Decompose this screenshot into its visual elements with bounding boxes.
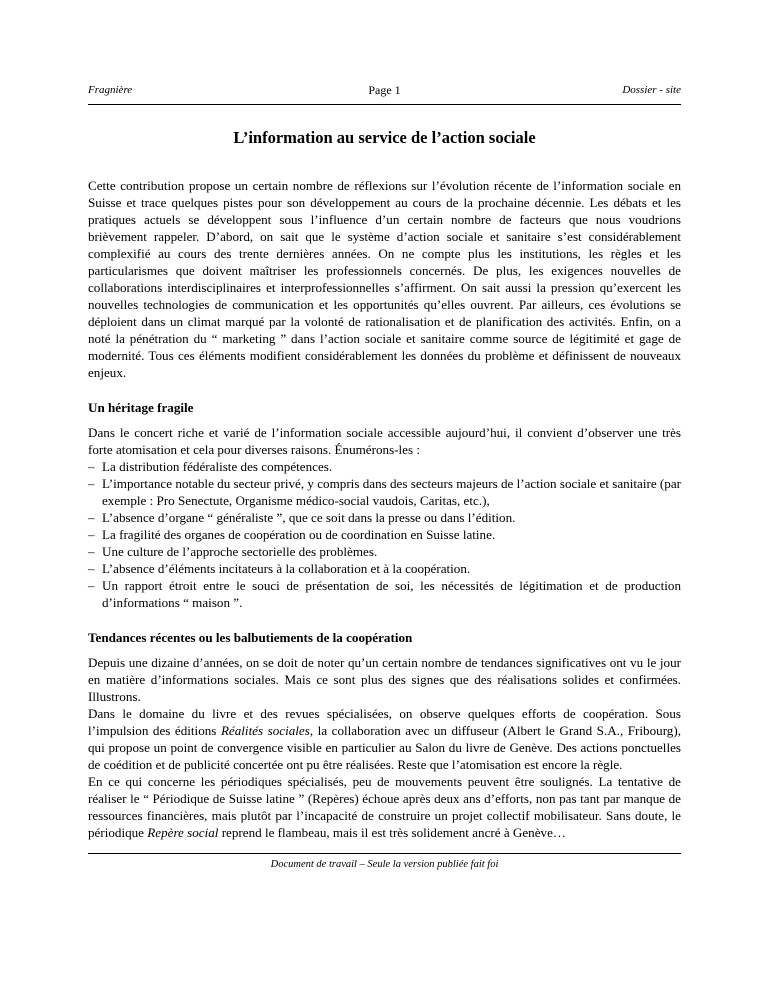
header-section: Dossier - site: [622, 84, 681, 96]
list-item: – L’importance notable du secteur privé, y compris dans des secteurs majeurs de l’action sociale et sanitaire (par exemple : Pro Senectute, Organisme médico-social vaudois, Caritas, etc.),: [88, 475, 681, 509]
document-title: L’information au service de l’action sociale: [233, 128, 536, 147]
section2-paragraph-3: En ce qui concerne les périodiques spécialisés, peu de mouvements peuvent être soulignés. La tentative de réaliser le “ Périodique de Suisse latine ” (Repères) échoue après deux ans d’efforts, non pas tant par manque de ressources financières, mais plutôt par l’incapacité de construire un projet collectif mobilisateur. Sans doute, le périodique Repère social reprend le flambeau, mais il est très solidement ancré à Genève…: [88, 774, 681, 840]
list-item: – L’absence d’éléments incitateurs à la collaboration et à la coopération.: [88, 560, 681, 577]
list-item: – Une culture de l’approche sectorielle des problèmes.: [88, 543, 681, 560]
header-page-number: Page 1: [368, 83, 401, 97]
list-item: – La fragilité des organes de coopération ou de coordination en Suisse latine.: [88, 526, 681, 543]
section-heading-trends: Tendances récentes ou les balbutiements de la coopération: [88, 630, 413, 645]
header-author: Fragnière: [88, 84, 133, 96]
list-item: – L’absence d’organe “ généraliste ”, que ce soit dans la presse ou dans l’édition.: [88, 509, 681, 526]
publisher-name: Réalités sociales: [220, 723, 310, 738]
periodical-name: Repère social: [147, 825, 219, 840]
section1-list: [88, 458, 681, 611]
list-item: – La distribution fédéraliste des compétences.: [88, 458, 681, 475]
page-header: [88, 84, 681, 105]
section1-lead: Dans le concert riche et varié de l’information sociale accessible aujourd’hui, il convient d’observer une très forte atomisation et cela pour diverses raisons. Énumérons-les :: [88, 425, 681, 457]
page-footer: Document de travail – Seule la version publiée fait foi: [88, 853, 681, 870]
intro-paragraph: Cette contribution propose un certain nombre de réflexions sur l’évolution récente de l’information sociale en Suisse et trace quelques pistes pour son développement au cours de la prochaine décennie. Les débats et les pratiques actuels se développent sous l’influence d’un certain nombre de facteurs que nous voudrions brièvement rappeler. D’abord, on sait que le système d’action sociale et sanitaire s’est considérablement complexifié au cours des trente dernières années. On ne compte plus les institutions, les règles et les particularismes que doivent maîtriser les professionnels concernés. De plus, les exigences nouvelles de collaborations interdisciplinaires et interprofessionnelles s’affirment. On sait aussi la pression qu’exercent les nouvelles technologies de communication et les opportunités qu’elles ouvrent. Par ailleurs, ces évolutions se déploient dans un climat marqué par la volonté de rationalisation et de planification des activités. Enfin, on a noté la pénétration du “ marketing ” dans l’action sociale et sanitaire comme source de légitimité et gage de modernité. Tous ces éléments modifient considérablement les données du problème et définissent de nouveaux enjeux.: [88, 178, 681, 380]
document-body: [88, 177, 681, 841]
section2-paragraph-1: Depuis une dizaine d’années, on se doit de noter qu’un certain nombre de tendances significatives ont vu le jour en matière d’informations sociales. Mais ce sont plus des signes que des réalisations solides et confirmées. Illustrons.: [88, 655, 681, 704]
section-heading-heritage: Un héritage fragile: [88, 400, 194, 415]
list-item: – Un rapport étroit entre le souci de présentation de soi, les nécessités de légitimation et de production d’informations “ maison ”.: [88, 577, 681, 611]
section2-paragraph-2: Dans le domaine du livre et des revues spécialisées, on observe quelques efforts de coopération. Sous l’impulsion des éditions Réalités sociales, la collaboration avec un diffuseur (Albert le Grand S.A., Fribourg), qui propose un point de convergence visible en particulier au Salon du livre de Genève. Des actions ponctuelles de coédition et de publicité concertée ont pu être réalisées. Reste que l’atomisation est encore la règle.: [88, 706, 681, 772]
